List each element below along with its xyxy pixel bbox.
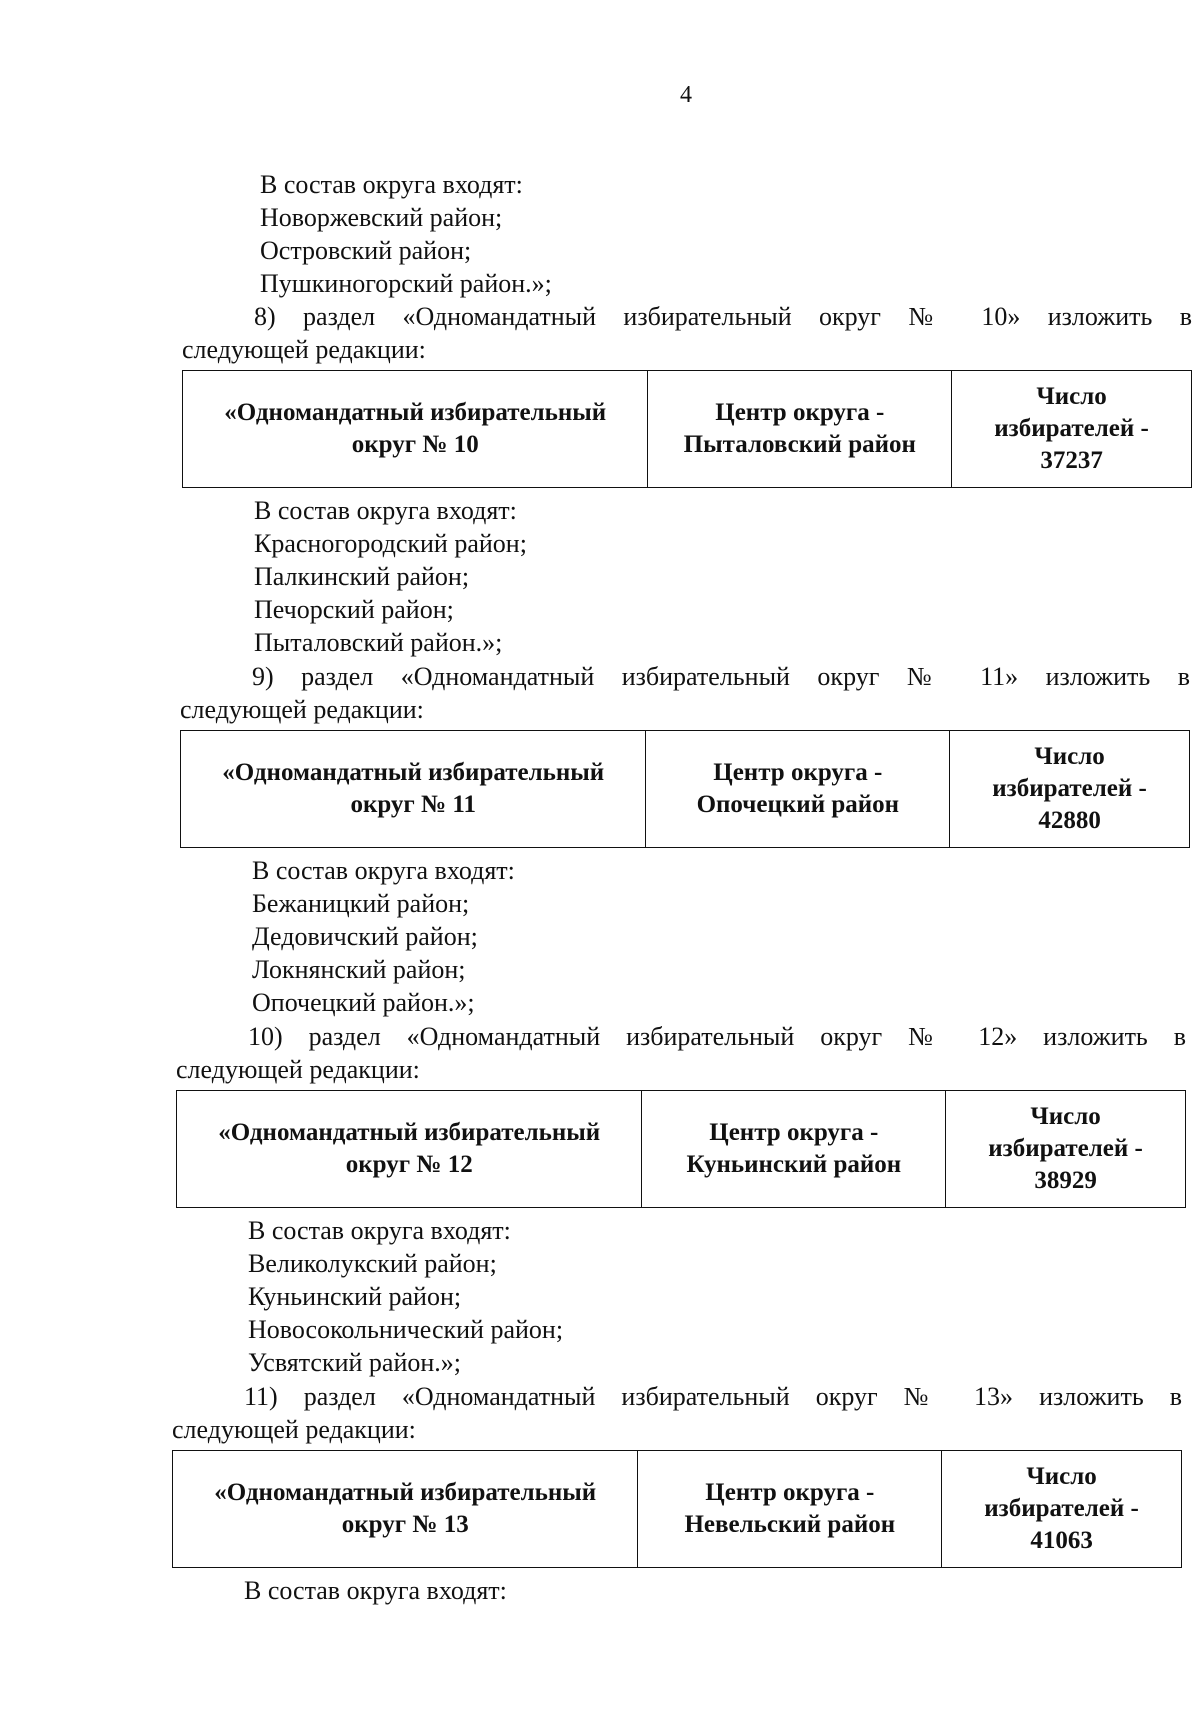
district-name-line: округ № 12 bbox=[345, 1151, 473, 1178]
district-center-line: Опочецкий район bbox=[696, 791, 900, 818]
voters-count: 37237 bbox=[1040, 447, 1103, 474]
district-table bbox=[176, 1090, 1186, 1208]
list-intro: В состав округа входят: bbox=[248, 1216, 511, 1245]
voters-label: избирателей - bbox=[994, 415, 1149, 442]
district-section-11 bbox=[180, 660, 1190, 1019]
district-center-cell bbox=[646, 731, 950, 848]
district-table bbox=[180, 730, 1190, 848]
district-name-line: округ № 11 bbox=[350, 791, 477, 818]
district-center-line: Куньинский район bbox=[686, 1151, 902, 1178]
district-table bbox=[172, 1450, 1182, 1568]
district-name-line: «Одномандатный избирательный bbox=[218, 1119, 601, 1146]
district-list-9 bbox=[188, 168, 1198, 300]
voters-label: избирателей - bbox=[984, 1495, 1139, 1522]
list-item: Печорский район; bbox=[254, 595, 454, 624]
list-item: Новосокольнический район; bbox=[248, 1315, 564, 1344]
district-section-12 bbox=[176, 1020, 1186, 1379]
district-center-cell bbox=[642, 1091, 946, 1208]
voters-label: избирателей - bbox=[992, 775, 1147, 802]
list-item: Новоржевский район; bbox=[260, 203, 503, 232]
district-name-line: «Одномандатный избирательный bbox=[222, 759, 605, 786]
voters-cell bbox=[946, 1091, 1186, 1208]
voters-cell bbox=[942, 1451, 1182, 1568]
district-name-line: округ № 13 bbox=[341, 1511, 469, 1538]
list-item: Усвятский район.»; bbox=[248, 1348, 461, 1377]
district-name-line: «Одномандатный избирательный bbox=[214, 1479, 597, 1506]
list-intro: В состав округа входят: bbox=[244, 1576, 507, 1605]
amendment-paragraph-cont: следующей редакции: bbox=[172, 1415, 416, 1444]
district-name-cell bbox=[173, 1451, 638, 1568]
district-table bbox=[182, 370, 1192, 488]
list-item: Красногородский район; bbox=[254, 529, 527, 558]
voters-count: 42880 bbox=[1038, 807, 1101, 834]
district-center-line: Центр округа - bbox=[709, 1119, 879, 1146]
district-center-line: Невельский район bbox=[684, 1511, 896, 1538]
voters-cell bbox=[950, 731, 1190, 848]
list-item: Палкинский район; bbox=[254, 562, 470, 591]
list-item: Локнянский район; bbox=[252, 955, 466, 984]
voters-label: Число bbox=[1034, 743, 1105, 770]
voters-label: Число bbox=[1026, 1463, 1097, 1490]
amendment-paragraph: 9) раздел «Одномандатный избирательный округ № 11» изложить в bbox=[252, 662, 1190, 691]
page-number: 4 bbox=[680, 82, 692, 108]
district-name-cell bbox=[177, 1091, 642, 1208]
district-name-line: «Одномандатный избирательный bbox=[224, 399, 607, 426]
district-center-cell bbox=[638, 1451, 942, 1568]
voters-label: Число bbox=[1036, 383, 1107, 410]
list-item: Бежаницкий район; bbox=[252, 889, 470, 918]
list-intro: В состав округа входят: bbox=[252, 856, 515, 885]
district-section-13 bbox=[172, 1380, 1182, 1607]
list-item: Опочецкий район.»; bbox=[252, 988, 475, 1017]
amendment-paragraph: 10) раздел «Одномандатный избирательный округ № 12» изложить в bbox=[248, 1022, 1186, 1051]
list-item: Островский район; bbox=[260, 236, 472, 265]
amendment-paragraph-cont: следующей редакции: bbox=[182, 335, 426, 364]
amendment-paragraph: 11) раздел «Одномандатный избирательный округ № 13» изложить в bbox=[244, 1382, 1182, 1411]
list-item: Куньинский район; bbox=[248, 1282, 462, 1311]
district-name-line: округ № 10 bbox=[351, 431, 479, 458]
list-intro: В состав округа входят: bbox=[260, 170, 523, 199]
voters-label: Число bbox=[1030, 1103, 1101, 1130]
voters-label: избирателей - bbox=[988, 1135, 1143, 1162]
amendment-paragraph: 8) раздел «Одномандатный избирательный округ № 10» изложить в bbox=[254, 302, 1192, 331]
district-center-line: Центр округа - bbox=[705, 1479, 875, 1506]
list-item: Пыталовский район.»; bbox=[254, 628, 503, 657]
list-item: Пушкиногорский район.»; bbox=[260, 269, 552, 298]
voters-cell bbox=[952, 371, 1192, 488]
voters-count: 38929 bbox=[1034, 1167, 1097, 1194]
district-name-cell bbox=[181, 731, 646, 848]
district-name-cell bbox=[183, 371, 648, 488]
list-intro: В состав округа входят: bbox=[254, 496, 517, 525]
district-section-10 bbox=[182, 300, 1192, 659]
voters-count: 41063 bbox=[1030, 1527, 1093, 1554]
district-center-cell bbox=[648, 371, 952, 488]
district-center-line: Центр округа - bbox=[715, 399, 885, 426]
district-center-line: Пыталовский район bbox=[683, 431, 916, 458]
list-item: Великолукский район; bbox=[248, 1249, 497, 1278]
amendment-paragraph-cont: следующей редакции: bbox=[176, 1055, 420, 1084]
list-item: Дедовичский район; bbox=[252, 922, 478, 951]
district-center-line: Центр округа - bbox=[713, 759, 883, 786]
amendment-paragraph-cont: следующей редакции: bbox=[180, 695, 424, 724]
